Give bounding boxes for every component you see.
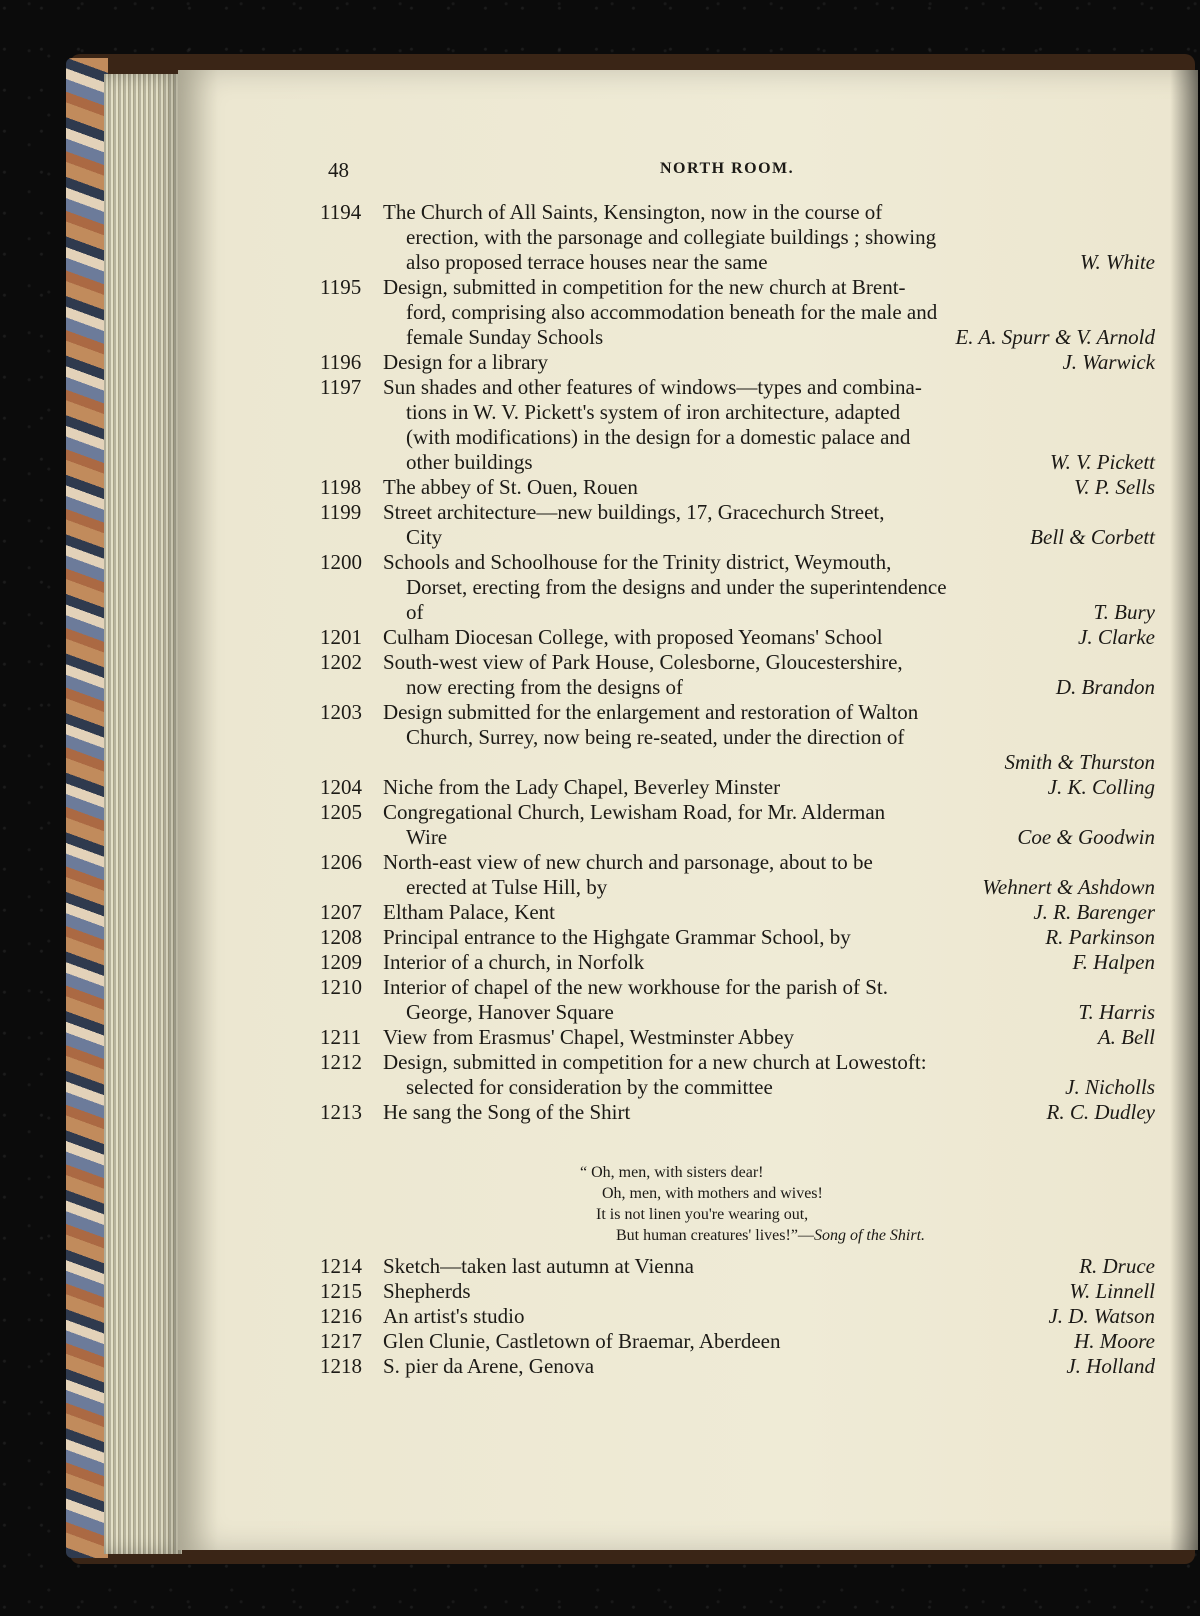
entry-title: The Church of All Saints, Kensington, now in the course of (383, 200, 883, 224)
entry-title: Congregational Church, Lewisham Road, for Mr. Alderman (383, 800, 886, 824)
entry-title: Design submitted for the enlargement and restoration of Walton (383, 700, 919, 724)
entry-number: 1215 (320, 1279, 362, 1303)
entry-title: North-east view of new church and parsonage, about to be (383, 850, 873, 874)
running-head: NORTH ROOM. (660, 160, 795, 177)
poem-line-text: But human creatures' lives!”— (616, 1227, 814, 1244)
entry-number: 1199 (320, 500, 362, 524)
entry-number: 1210 (320, 975, 362, 999)
entry-line (320, 250, 1155, 275)
entry-author: R. C. Dudley (1046, 1100, 1155, 1124)
entry-title: erection, with the parsonage and collegiate buildings ; showing (406, 225, 937, 249)
entry-title: also proposed terrace houses near the same (406, 250, 768, 274)
entry-author: J. R. Barenger (1033, 900, 1155, 924)
entry-line (320, 200, 1155, 225)
entry-author: R. Druce (1079, 1254, 1155, 1278)
entry-line (320, 400, 1155, 425)
entry-author: A. Bell (1097, 1025, 1155, 1049)
catalogue-entry (320, 1050, 1155, 1100)
entry-line (320, 900, 1155, 925)
entry-line (320, 1304, 1155, 1329)
entry-number: 1196 (320, 350, 362, 374)
catalogue-entries (320, 200, 1155, 1125)
entry-title: ford, comprising also accommodation beneath for the male and (406, 300, 938, 324)
entry-title: other buildings (406, 450, 533, 474)
entry-title: Design for a library (383, 350, 549, 374)
entry-line (320, 1075, 1155, 1100)
entry-title: City (406, 525, 443, 549)
entry-number: 1214 (320, 1254, 362, 1278)
entry-number: 1212 (320, 1050, 362, 1074)
entry-title: He sang the Song of the Shirt (383, 1100, 631, 1124)
entry-number: 1216 (320, 1304, 362, 1328)
entry-number: 1203 (320, 700, 362, 724)
catalogue-entry (320, 650, 1155, 700)
entry-author: Coe & Goodwin (1017, 825, 1155, 849)
catalogue-entry (320, 200, 1155, 275)
catalogue-entry (320, 1329, 1155, 1354)
entry-number: 1198 (320, 475, 362, 499)
entry-title: View from Erasmus' Chapel, Westminster Abbey (383, 1025, 795, 1049)
entry-title: of (406, 600, 424, 624)
entry-title: Design, submitted in competition for the new church at Brent- (383, 275, 906, 299)
entry-author: W. Linnell (1069, 1279, 1155, 1303)
entry-line (320, 1329, 1155, 1354)
entry-line (320, 950, 1155, 975)
entry-line (320, 750, 1155, 775)
entry-line (320, 1254, 1155, 1279)
entry-title: Interior of a church, in Norfolk (383, 950, 645, 974)
poem-quotation (580, 1162, 925, 1246)
catalogue-entry (320, 925, 1155, 950)
entry-author: W. White (1079, 250, 1155, 274)
entry-line (320, 475, 1155, 500)
entry-author: H. Moore (1074, 1329, 1155, 1353)
entry-number: 1211 (320, 1025, 362, 1049)
entry-title: selected for consideration by the committee (406, 1075, 773, 1099)
entry-number: 1213 (320, 1100, 362, 1124)
entry-author: Wehnert & Ashdown (982, 875, 1155, 899)
entry-number: 1204 (320, 775, 362, 799)
entry-line (320, 625, 1155, 650)
entry-title: Culham Diocesan College, with proposed Yeomans' School (383, 625, 883, 649)
entry-author: J. Holland (1066, 1354, 1155, 1378)
entry-title: Interior of chapel of the new workhouse for the parish of St. (383, 975, 889, 999)
entry-title: Street architecture—new buildings, 17, Gracechurch Street, (383, 500, 885, 524)
entry-author: T. Harris (1078, 1000, 1155, 1024)
entry-number: 1195 (320, 275, 362, 299)
entry-title: Dorset, erecting from the designs and under the superintendence (406, 575, 947, 599)
entry-line (320, 825, 1155, 850)
entry-line (320, 800, 1155, 825)
entry-number: 1208 (320, 925, 362, 949)
catalogue-entries-continued (320, 1254, 1155, 1379)
entry-line (320, 850, 1155, 875)
entry-line (320, 275, 1155, 300)
entry-title: Shepherds (383, 1279, 471, 1303)
entry-number: 1207 (320, 900, 362, 924)
catalogue-entry (320, 900, 1155, 925)
entry-line (320, 575, 1155, 600)
entry-author: W. V. Pickett (1050, 450, 1155, 474)
entry-number: 1194 (320, 200, 362, 224)
entry-title: Principal entrance to the Highgate Grammar School, by (383, 925, 851, 949)
entry-line (320, 1279, 1155, 1304)
entry-line (320, 775, 1155, 800)
entry-line (320, 700, 1155, 725)
poem-line: “ Oh, men, with sisters dear! (580, 1164, 764, 1181)
entry-title: Wire (406, 825, 448, 849)
entry-author: J. Clarke (1078, 625, 1155, 649)
catalogue-entry (320, 375, 1155, 475)
entry-title: The abbey of St. Ouen, Rouen (383, 475, 638, 499)
entry-title: Schools and Schoolhouse for the Trinity district, Weymouth, (383, 550, 892, 574)
entry-author: Smith & Thurston (1004, 750, 1155, 774)
catalogue-entry (320, 1279, 1155, 1304)
entry-line (320, 1100, 1155, 1125)
entry-title: (with modifications) in the design for a domestic palace and (406, 425, 911, 449)
catalogue-entry (320, 475, 1155, 500)
entry-title: South-west view of Park House, Colesborne, Gloucestershire, (383, 650, 903, 674)
entry-number: 1202 (320, 650, 362, 674)
catalogue-entry (320, 625, 1155, 650)
catalogue-entry (320, 350, 1155, 375)
entry-line (320, 725, 1155, 750)
entry-title: S. pier da Arene, Genova (383, 1354, 595, 1378)
entry-author: J. D. Watson (1048, 1304, 1155, 1328)
entry-title: An artist's studio (383, 1304, 525, 1328)
catalogue-entry (320, 1100, 1155, 1125)
entry-author: J. Nicholls (1065, 1075, 1155, 1099)
entry-line (320, 1000, 1155, 1025)
catalogue-entry (320, 1025, 1155, 1050)
catalogue-entry (320, 1304, 1155, 1329)
entry-number: 1209 (320, 950, 362, 974)
entry-line (320, 525, 1155, 550)
entry-author: Bell & Corbett (1030, 525, 1155, 549)
entry-title: Sun shades and other features of windows—types and combina- (383, 375, 922, 399)
entry-line (320, 675, 1155, 700)
catalogue-entry (320, 550, 1155, 625)
entry-number: 1205 (320, 800, 362, 824)
entry-author: T. Bury (1093, 600, 1155, 624)
entry-title: now erecting from the designs of (406, 675, 684, 699)
poem-line: Oh, men, with mothers and wives! (602, 1185, 823, 1202)
entry-title: erected at Tulse Hill, by (406, 875, 608, 899)
entry-title: George, Hanover Square (406, 1000, 614, 1024)
entry-title: Design, submitted in competition for a new church at Lowestoft: (383, 1050, 927, 1074)
entry-number: 1200 (320, 550, 362, 574)
entry-number: 1217 (320, 1329, 362, 1353)
entry-line (320, 1354, 1155, 1379)
entry-number: 1206 (320, 850, 362, 874)
entry-title: Glen Clunie, Castletown of Braemar, Aberdeen (383, 1329, 781, 1353)
entry-line (320, 600, 1155, 625)
catalogue-entry (320, 800, 1155, 850)
catalogue-entry (320, 1354, 1155, 1379)
entry-line (320, 500, 1155, 525)
entry-line (320, 925, 1155, 950)
poem-line (580, 1225, 925, 1246)
entry-line (320, 375, 1155, 400)
entry-line (320, 350, 1155, 375)
entry-number: 1197 (320, 375, 362, 399)
entry-line (320, 425, 1155, 450)
entry-line (320, 550, 1155, 575)
entry-title: Eltham Palace, Kent (383, 900, 556, 924)
page-number: 48 (328, 158, 349, 182)
entry-line (320, 975, 1155, 1000)
entry-number: 1201 (320, 625, 362, 649)
poem-citation: Song of the Shirt. (813, 1227, 926, 1244)
entry-title: Church, Surrey, now being re-seated, under the direction of (406, 725, 905, 749)
entry-line (320, 650, 1155, 675)
entry-title: Niche from the Lady Chapel, Beverley Minster (383, 775, 781, 799)
entry-line (320, 300, 1155, 325)
catalogue-entry (320, 500, 1155, 550)
entry-author: F. Halpen (1072, 950, 1155, 974)
entry-title: Sketch—taken last autumn at Vienna (383, 1254, 694, 1278)
catalogue-entry (320, 775, 1155, 800)
entry-line (320, 225, 1155, 250)
entry-line (320, 450, 1155, 475)
entry-author: R. Parkinson (1045, 925, 1155, 949)
entry-author: J. K. Colling (1047, 775, 1155, 799)
entry-author: V. P. Sells (1074, 475, 1155, 499)
catalogue-entry (320, 850, 1155, 900)
entry-title: female Sunday Schools (406, 325, 604, 349)
entry-number: 1218 (320, 1354, 362, 1378)
entry-author: J. Warwick (1062, 350, 1155, 374)
entry-line (320, 1025, 1155, 1050)
entry-line (320, 325, 1155, 350)
entry-author: E. A. Spurr & V. Arnold (955, 325, 1155, 349)
poem-line: It is not linen you're wearing out, (596, 1206, 809, 1223)
catalogue-entry (320, 950, 1155, 975)
catalogue-entry (320, 700, 1155, 775)
entry-line (320, 875, 1155, 900)
catalogue-entry (320, 975, 1155, 1025)
entry-author: D. Brandon (1055, 675, 1155, 699)
entry-title: tions in W. V. Pickett's system of iron architecture, adapted (406, 400, 901, 424)
entry-line (320, 1050, 1155, 1075)
catalogue-entry (320, 275, 1155, 350)
catalogue-entry (320, 1254, 1155, 1279)
